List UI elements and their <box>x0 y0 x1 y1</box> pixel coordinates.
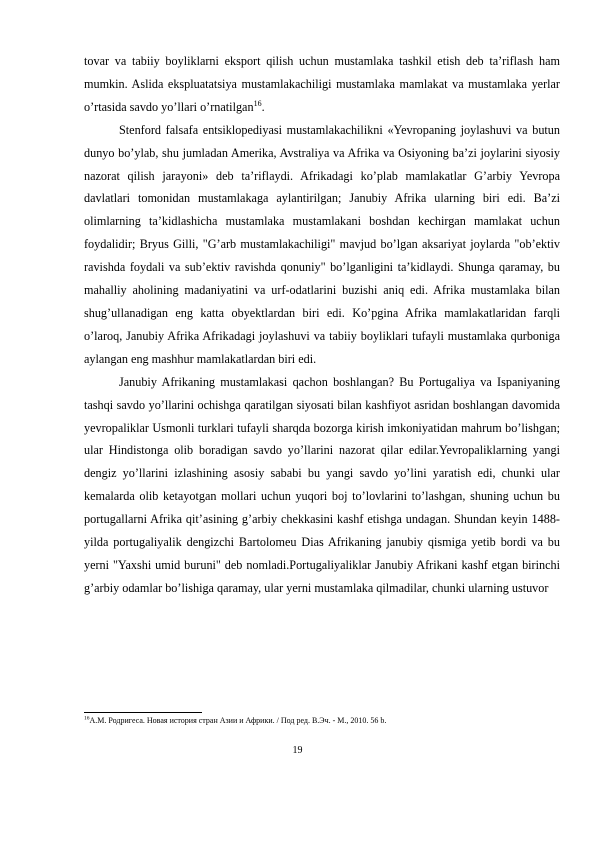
paragraph-1-text: tovar va tabiiy boyliklarni eksport qilish uchun mustamlaka tashkil etish deb ta’riflash ham mumkin. Aslida ekspluatatsiya mustamlakachiligi mustamlaka mamlakat va mustamlaka yerlar o’rtasida savdo yo’llari o’rnatilgan <box>84 54 560 114</box>
paragraph-2: Stenford falsafa entsiklopediyasi mustamlakachilikni «Yevropaning joylashuvi va butun dunyo bo’ylab, shu jumladan Amerika, Avstraliya va Afrika va Osiyoning ba’zi joylarini siyosiy nazorat qilish jarayoni» deb ta’riflaydi. Afrikadagi ko’plab mamlakatlar G’arbiy Yevropa davlatlari tomonidan mustamlakaga aylantirilgan; Janubiy Afrika ularning biri edi. Ba’zi olimlarning ta’kidlashicha mustamlaka mustamlakani boshdan kechirgan mamlakat uchun foydalidir; Bryus Gilli, "G’arb mustamlakachiligi" mavjud bo’lgan aksariyat joylarda "ob’ektiv ravishda foydali va sub’ektiv ravishda qonuniy" bo’lganligini ta’kidlaydi. Shunga qaramay, bu mahalliy aholining madaniyatini va urf-odatlarini buzishi aniq edi. Afrika mustamlaka bilan shug’ullanadigan eng katta obyektlardan biri edi. Ko’pgina Afrika mamlakatlaridan farqli o’laroq, Janubiy Afrika Afrikadagi joylashuvi va tabiiy boyliklari tufayli mustamlaka qurboniga aylangan eng mashhur mamlakatlardan biri edi. <box>84 122 560 366</box>
paragraph-1 <box>84 50 560 119</box>
footnote <box>84 715 560 726</box>
paragraph-3: Janubiy Afrikaning mustamlakasi qachon boshlangan? Bu Portugaliya va Ispaniyaning tashqi savdo yo’llarini ochishga qaratilgan siyosati bilan kashfiyot asridan boshlangan davomida yevropaliklar Usmonli turklari tufayli sharqda bozorga kirish imkoniyatidan mahrum bo’lishgan; ular Hindistonga olib boradigan savdo yo’llarini nazorat qilar edilar.Yevropaliklarning yangi dengiz yo’llarini izlashining asosiy sababi bu yangi savdo yo’lini yaratish edi, chunki ular kemalarda olib ketayotgan mollari uchun yuqori boj to’lovlarini to’lashgan, shuning uchun bu portugallarni Afrika qit’asining g’arbiy chekkasini kashf etishga undagan. Shundan keyin 1488-yilda portugaliyalik dengizchi Bartolomeu Dias Afrikaning janubiy qismiga yetib bordi va bu yerni "Yaxshi umid buruni" deb nomladi.Portugaliyaliklar Janubiy Afrikani kashf etgan birinchi g’arbiy odamlar bo’lishiga qaramay, ular yerni mustamlaka qilmadilar, chunki ularning ustuvor <box>84 374 560 595</box>
document-body <box>84 50 560 600</box>
footnote-mark: 16 <box>84 715 90 722</box>
page-number: 19 <box>292 745 303 756</box>
paragraph-1-end: . <box>261 99 265 114</box>
footnote-separator <box>84 712 202 713</box>
footnote-text: А.М. Родригеса. Новая история стран Азии и Африки. / Под ред. В.Эч. - М., 2010. 56 b. <box>89 716 387 725</box>
footnote-reference[interactable]: 16 <box>253 98 262 108</box>
